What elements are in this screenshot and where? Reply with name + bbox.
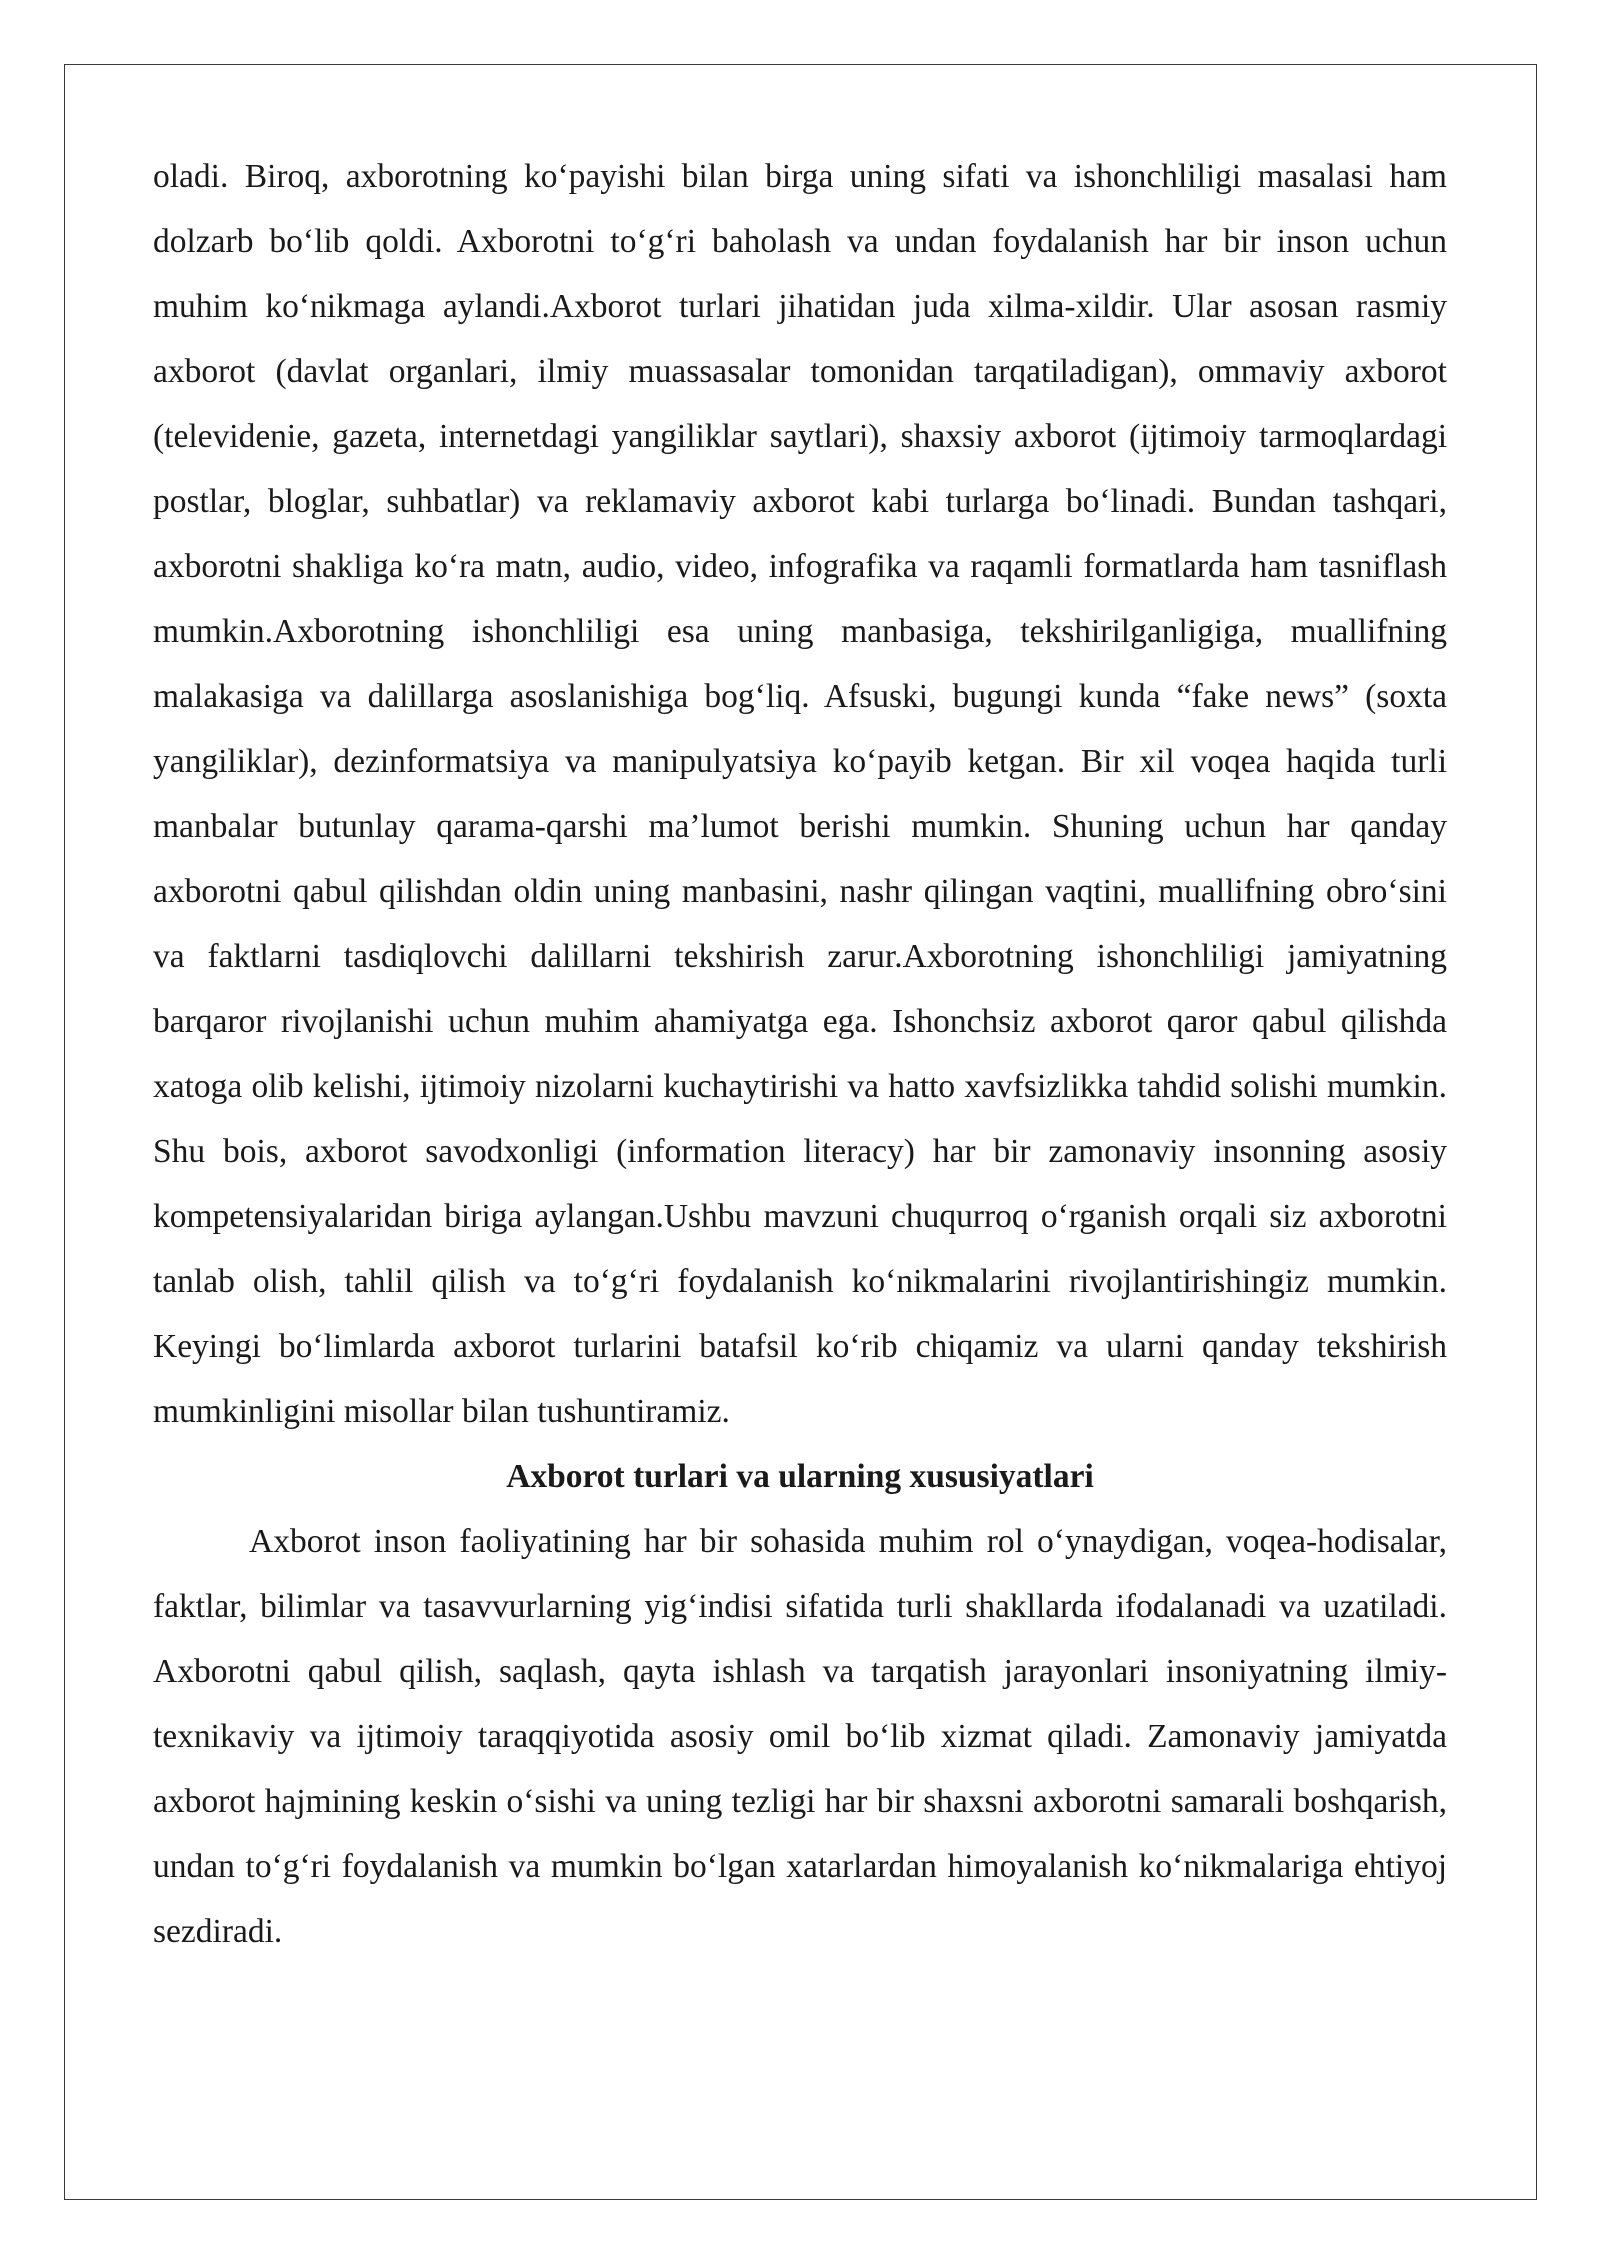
body-paragraph: Axborot inson faoliyatining har bir sohasida muhim rol o‘ynaydigan, voqea-hodisalar, faktlar, bilimlar va tasavvurlarning yig‘indisi sifatida turli shakllarda ifodalanadi va uzatiladi. Axborotni qabul qilish, saqlash, qayta ishlash va tarqatish jarayonlari insoniyatning ilmiy-texnikaviy va ijtimoiy taraqqiyotida asosiy omil bo‘lib xizmat qiladi. Zamonaviy jamiyatda axborot hajmining keskin o‘sishi va uning tezligi har bir shaxsni axborotni samarali boshqarish, undan to‘g‘ri foydalanish va mumkin bo‘lgan xatarlardan himoyalanish ko‘nikmalariga ehtiyoj sezdiradi. [153, 1523, 1447, 1950]
body-paragraph: oladi. Biroq, axborotning ko‘payishi bilan birga uning sifati va ishonchliligi masalasi ham dolzarb bo‘lib qoldi. Axborotni to‘g‘ri baholash va undan foydalanish har bir inson uchun muhim ko‘nikmaga aylandi.Axborot turlari jihatidan juda xilma-xildir. Ular asosan rasmiy axborot (davlat organlari, ilmiy muassasalar tomonidan tarqatiladigan), ommaviy axborot (televidenie, gazeta, internetdagi yangiliklar saytlari), shaxsiy axborot (ijtimoiy tarmoqlardagi postlar, bloglar, suhbatlar) va reklamaviy axborot kabi turlarga bo‘linadi. Bundan tashqari, axborotni shakliga ko‘ra matn, audio, video, infografika va raqamli formatlarda ham tasniflash mumkin.Axborotning ishonchliligi esa uning manbasiga, tekshirilganligiga, muallifning malakasiga va dalillarga asoslanishiga bog‘liq. Afsuski, bugungi kunda “fake news” (soxta yangiliklar), dezinformatsiya va manipulyatsiya ko‘payib ketgan. Bir xil voqea haqida turli manbalar butunlay qarama-qarshi ma’lumot berishi mumkin. Shuning uchun har qanday axborotni qabul qilishdan oldin uning manbasini, nashr qilingan vaqtini, muallifning obro‘sini va faktlarni tasdiqlovchi dalillarni tekshirish zarur.Axborotning ishonchliligi jamiyatning barqaror rivojlanishi uchun muhim ahamiyatga ega. Ishonchsiz axborot qaror qabul qilishda xatoga olib kelishi, ijtimoiy nizolarni kuchaytirishi va hatto xavfsizlikka tahdid solishi mumkin. Shu bois, axborot savodxonligi (information literacy) har bir zamonaviy insonning asosiy kompetensiyalaridan biriga aylangan.Ushbu mavzuni chuqurroq o‘rganish orqali siz axborotni tanlab olish, tahlil qilish va to‘g‘ri foydalanish ko‘nikmalarini rivojlantirishingiz mumkin. Keyingi bo‘limlarda axborot turlarini batafsil ko‘rib chiqamiz va ularni qanday tekshirish mumkinligini misollar bilan tushuntiramiz. [153, 158, 1447, 1430]
section-heading: Axborot turlari va ularning xususiyatlari [506, 1458, 1094, 1495]
document-body [153, 144, 1447, 1964]
